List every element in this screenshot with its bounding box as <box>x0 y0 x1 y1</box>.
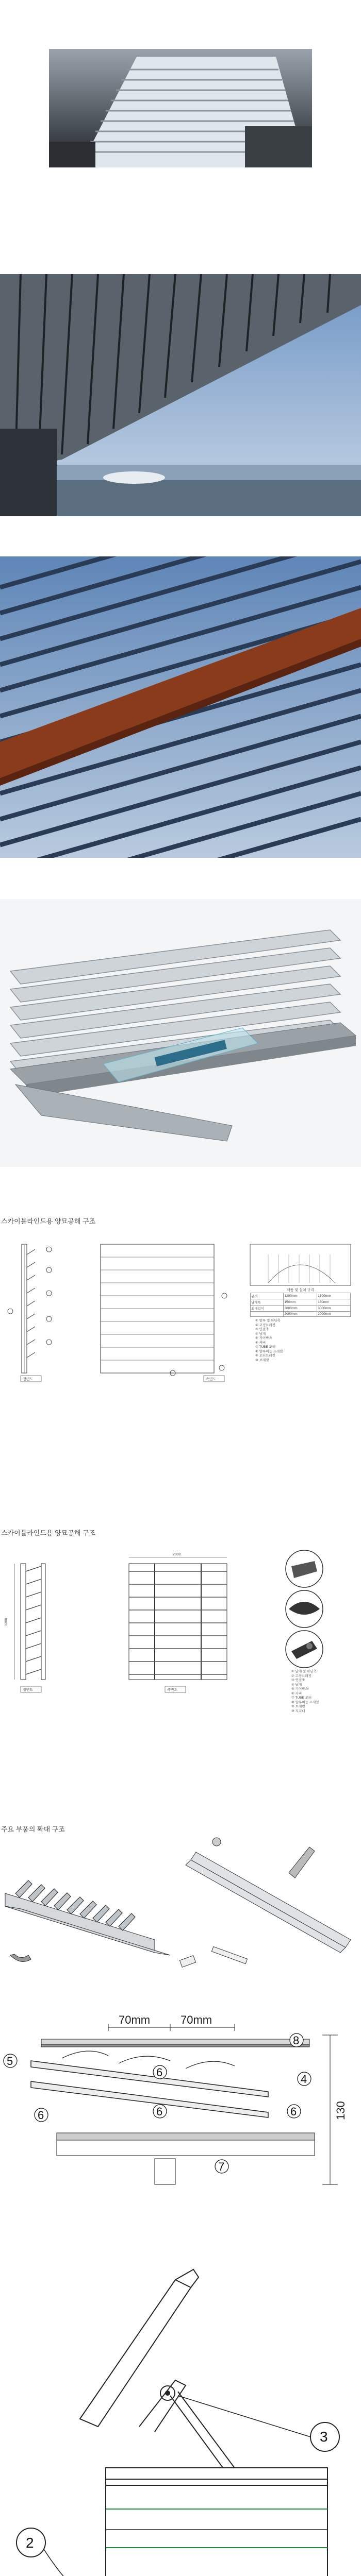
detail-circle-icon <box>286 1590 323 1628</box>
photo-pergola-slats <box>0 556 361 858</box>
list-item: ⑧ 알루미늄 프레임 <box>291 1700 319 1704</box>
table-row: 날개폭 150mm 150mm <box>251 1299 351 1306</box>
photo-building-canopy <box>0 274 361 516</box>
list-item: ② 고정브래킷 <box>291 1674 312 1678</box>
callout-label: 3 <box>320 2429 328 2445</box>
exploded-parts-drawing <box>0 1837 361 1991</box>
list-item: ④ 날개 <box>291 1683 302 1687</box>
table-row: 규격 1200mm 1500mm <box>251 1293 351 1299</box>
list-item: ⑤ 기어박스 <box>255 1336 272 1340</box>
callout-label: 6 <box>156 2066 163 2079</box>
list-item: ③ 연결축 <box>291 1679 305 1682</box>
drawing1-spec-table <box>250 1287 351 1363</box>
dim-height-label: 130 <box>334 2101 347 2120</box>
list-item: ⑤ 기어박스 <box>291 1687 308 1691</box>
list-item: ⑥ 커버 <box>291 1691 302 1696</box>
detail-section-diagram <box>0 2009 361 2200</box>
list-item: ② 고정브래킷 <box>255 1323 276 1327</box>
list-item: ① 알루 및 하단축 <box>255 1319 281 1323</box>
callout-label: 7 <box>218 2160 225 2173</box>
list-item: ⑨ 모터브래킷 <box>255 1354 276 1358</box>
drawing1-side-label: 측면도 <box>206 1378 217 1381</box>
list-item: ⑩ 지지대 <box>291 1709 305 1713</box>
drawing2-dim-right: 1300 <box>5 1618 8 1626</box>
list-item: ① 날개 및 하단축 <box>291 1670 317 1673</box>
list-item: ③ 연결축 <box>255 1328 269 1331</box>
callout-label: 6 <box>290 2105 297 2118</box>
callout-label: 6 <box>156 2105 163 2118</box>
render-louvre-assembly <box>0 899 361 1167</box>
drawing2-side-label: 측면도 <box>167 1688 178 1692</box>
dim-right-label: 70mm <box>180 2013 212 2026</box>
photo-skylight-louvres <box>49 49 312 167</box>
callout-label: 5 <box>7 2055 13 2067</box>
drawing1-spec-title: 제품 및 설치 규격 <box>286 1289 315 1292</box>
list-item: ④ 날개 <box>255 1332 266 1336</box>
table-row: 2000mm 2000mm <box>251 1312 351 1317</box>
callout-label: 4 <box>301 2073 307 2086</box>
drawing2-front-label: 정면도 <box>23 1688 34 1692</box>
drawing2-dim-top: 2000 <box>173 1553 181 1556</box>
table-row: 최대길이 3000mm 3000mm <box>251 1306 351 1312</box>
section-2-title: 스카이블라인드용 양묘공해 구조 <box>1 1529 96 1537</box>
section-1-title: 스카이블라인드용 양묘공해 구조 <box>1 1217 96 1225</box>
list-item: ⑧ 알루미늄 프레임 <box>255 1349 283 1353</box>
technical-drawing-2 <box>0 1548 361 1713</box>
detail-circle-icon <box>286 1550 323 1587</box>
callout-label: 6 <box>38 2109 44 2122</box>
drawing1-legend <box>255 1319 351 1363</box>
list-item: ⑨ 브래킷 <box>291 1705 305 1708</box>
section-3-title: 주요 부품의 확대 구조 <box>1 1825 65 1833</box>
list-item: ⑩ 브래킷 <box>255 1358 269 1362</box>
callout-label: 8 <box>293 2034 300 2047</box>
closeup-mechanism-diagram <box>0 2241 361 2576</box>
drawing1-front-label: 정면도 <box>23 1378 34 1381</box>
dim-left-label: 70mm <box>119 2013 151 2026</box>
drawing2-legend <box>291 1670 319 1714</box>
list-item: ⑥ 커버 <box>255 1341 266 1345</box>
callout-label: 2 <box>26 2535 34 2551</box>
detail-circle-icon <box>286 1631 323 1668</box>
technical-drawing-1 <box>0 1234 361 1388</box>
list-item: ⑦ TUBE 모터 <box>291 1696 312 1700</box>
list-item: ⑦ TUBE 모터 <box>255 1345 276 1349</box>
